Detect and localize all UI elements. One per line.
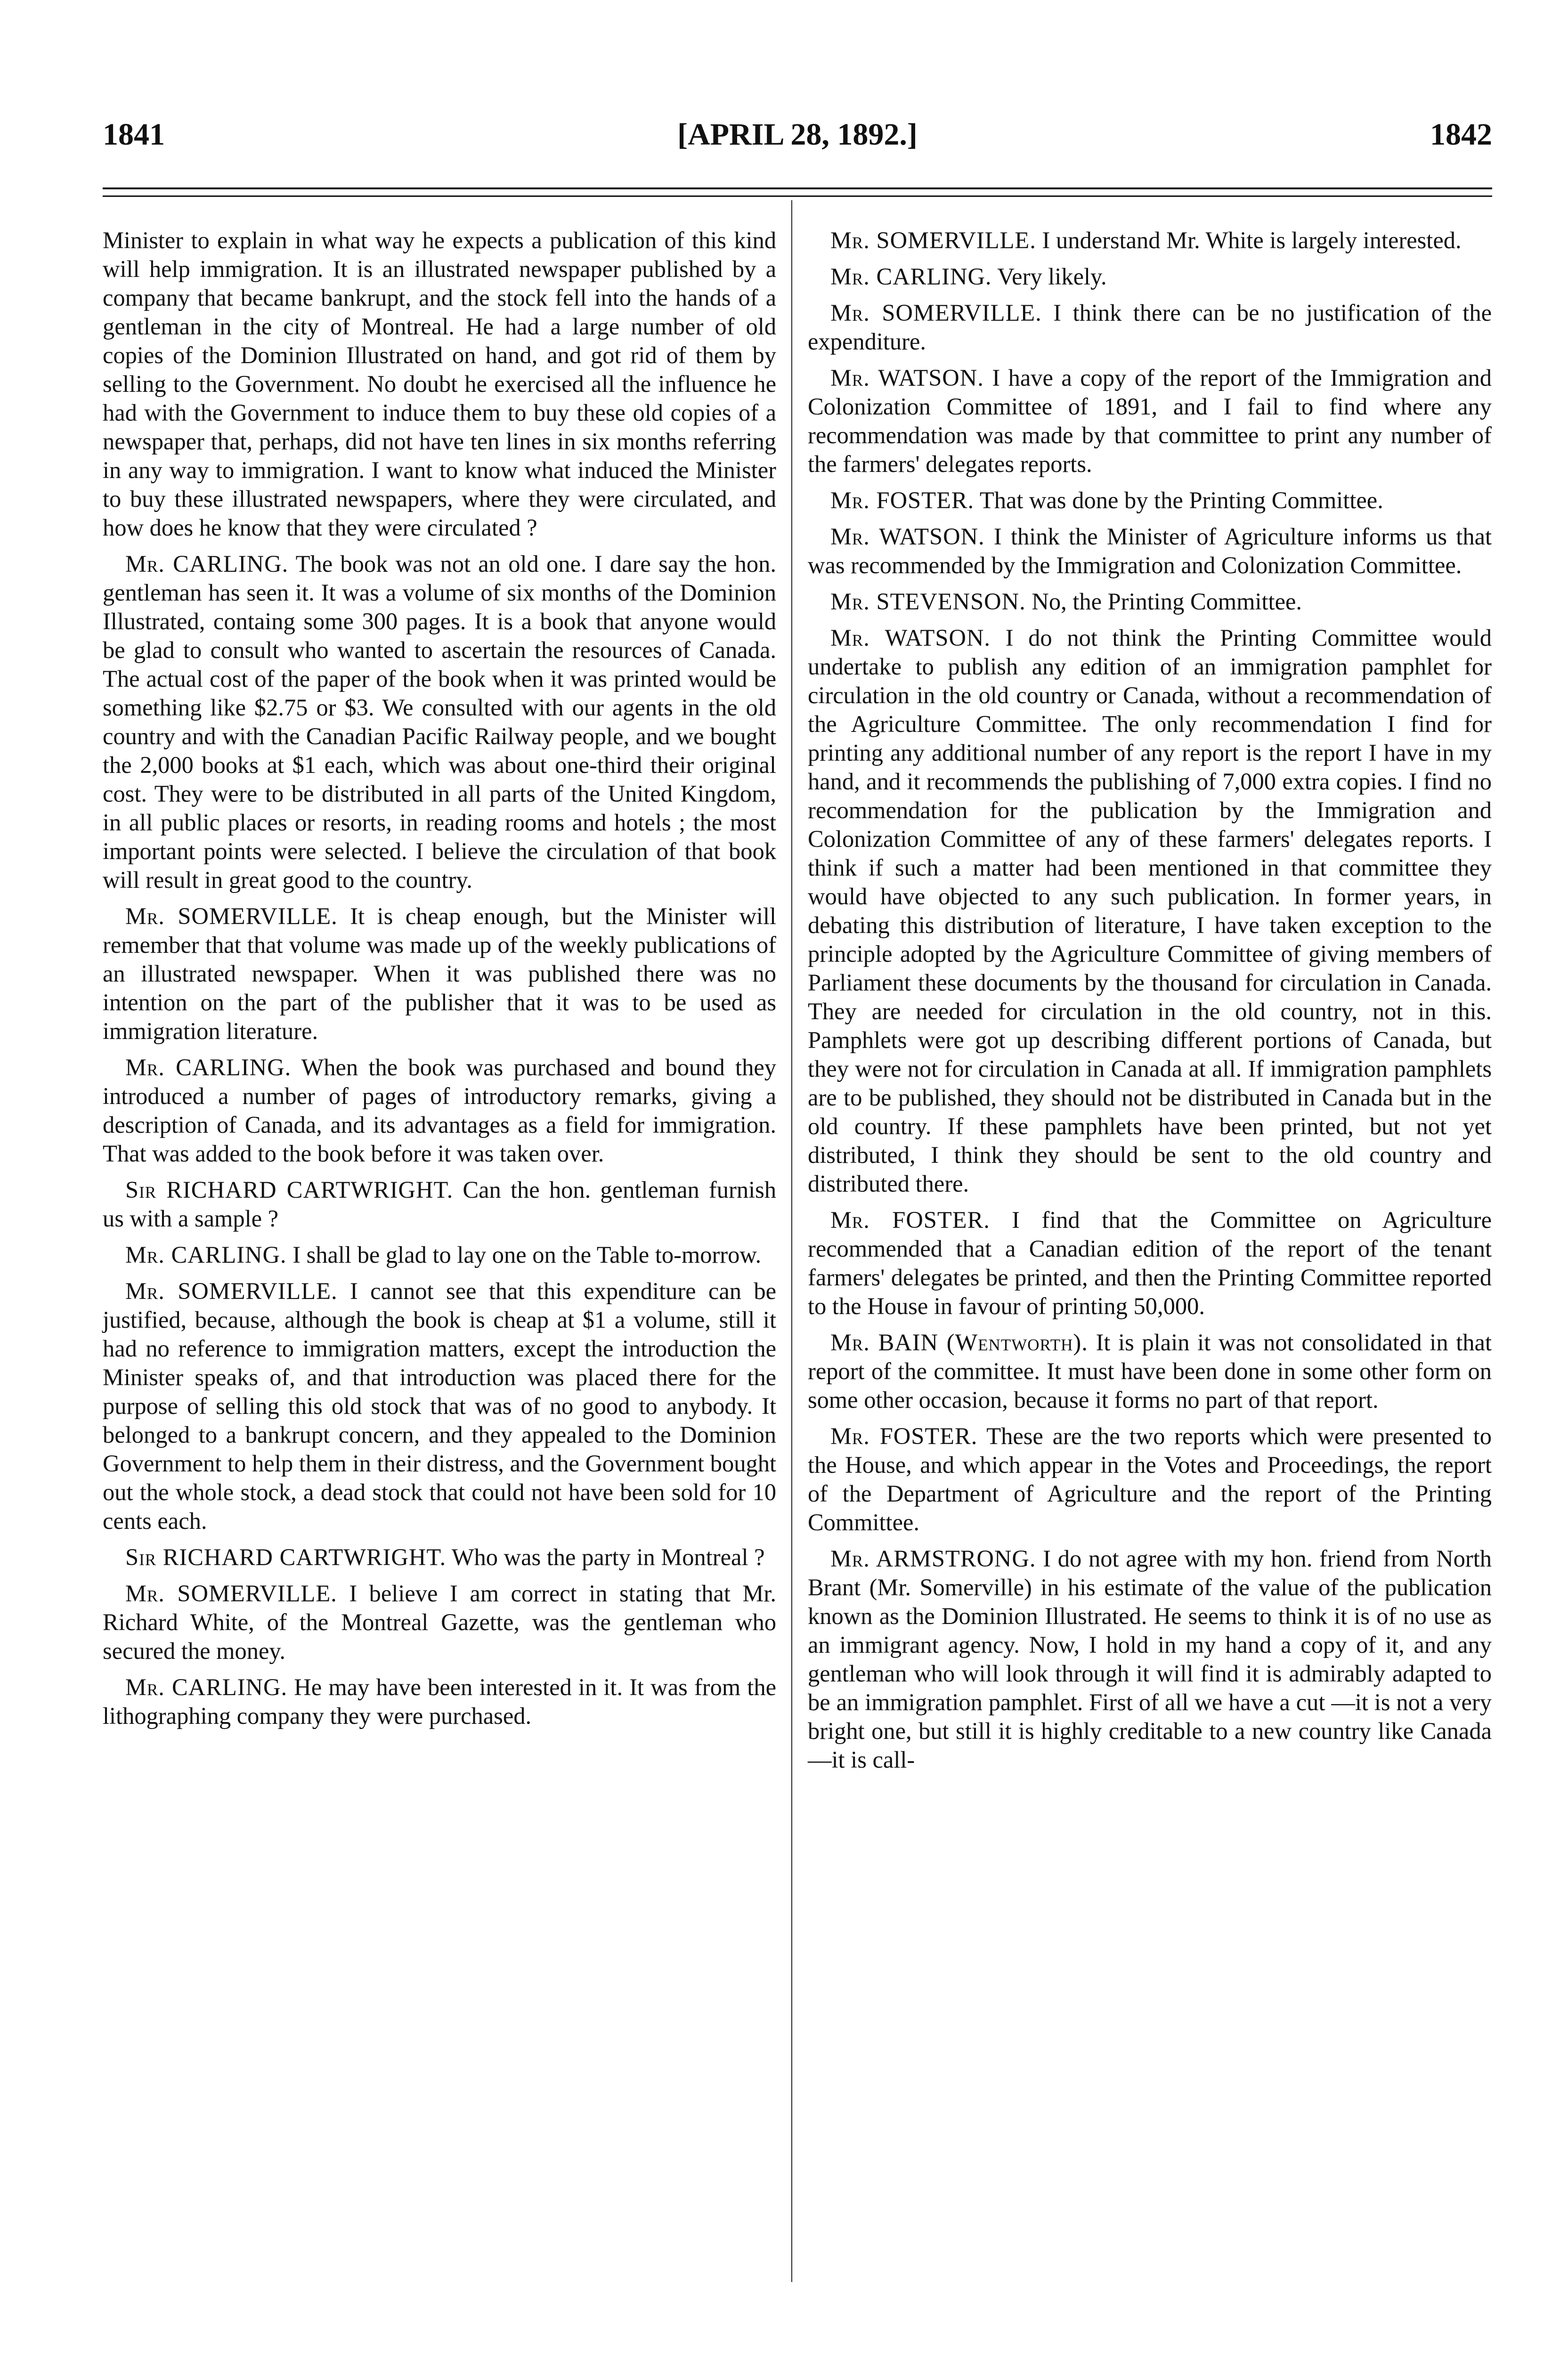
speaker-name: Sir RICHARD CARTWRIGHT.	[125, 1177, 454, 1203]
paragraph	[808, 1422, 1492, 1537]
header-rule-bottom	[103, 195, 1492, 197]
paragraph	[103, 1176, 776, 1233]
paragraph	[808, 299, 1492, 356]
speaker-name: Mr. CARLING.	[830, 263, 992, 290]
paragraph	[103, 1543, 776, 1572]
speech-text: These are the two reports which were presented to the House, and which appear in the Votes and Proceedings, the report of the Department of Agriculture and the report of the Printing Committee.	[808, 1423, 1492, 1535]
page-number-left: 1841	[103, 117, 165, 152]
speech-text: I think the Minister of Agriculture informs us that was recommended by the Immigration and Colonization Committee.	[808, 523, 1492, 578]
speech-text: He may have been interested in it. It was from the lithographing company they were purchased.	[103, 1674, 776, 1729]
paragraph	[808, 262, 1492, 291]
paragraph	[808, 587, 1492, 616]
speech-text: Very likely.	[997, 263, 1107, 290]
speaker-name: Mr. WATSON.	[830, 625, 991, 651]
paragraph	[103, 1673, 776, 1730]
speech-text: I believe I am correct in stating that Mr. Richard White, of the Montreal Gazette, was the gentleman who secured the money.	[103, 1580, 777, 1664]
speech-text: Minister to explain in what way he expects a publication of this kind will help immigration. It is an illustrated newspaper published by a company that became bankrupt, and the stock fell into the hands of a gentleman in the city of Montreal. He had a large number of old copies of the Dominion Illustrated on hand, and got rid of them by selling to the Government. No doubt he exercised all the influence he had with the Government to induce them to buy these old copies of a newspaper that, perhaps, did not have ten lines in six months referring in any way to immigration. I want to know what induced the Minister to buy these illustrated newspapers, where they were circulated, and how does he know that they were circulated ?	[103, 227, 776, 541]
speaker-name: Sir RICHARD CARTWRIGHT.	[125, 1544, 447, 1570]
speech-text: I do not think the Printing Committee would undertake to publish any edition of an immigration pamphlet for circulation in the old country or Canada, without a recommendation of the Agriculture Committee. The only recommendation I find for printing any additional number of any report is the report I have in my hand, and it recommends the publishing of 7,000 extra copies. I find no recommendation for the publication by the Immigration and Colonization Committee of any of these farmers' delegates reports. I think if such a matter had been mentioned in that committee they would have objected to any such publication. In former years, in debating this distribution of literature, I have taken exception to the principle adopted by the Agriculture Committee of giving members of Parliament these documents by the thousand for circulation in Canada. They are needed for circulation in the old country, not in this. Pamphlets were got up describing different portions of Canada, but they were not for circulation in Canada at all. If immigration pamphlets are to be published, they should not be distributed in Canada but in the old country. If these pamphlets have been printed, but not yet distributed, I think they should be sent to the old country and distributed there.	[808, 625, 1492, 1197]
page-header	[103, 108, 1492, 160]
speech-text: I do not agree with my hon. friend from North Brant (Mr. Somerville) in his estimate of the value of the publication known as the Dominion Illustrated. He seems to think it is of no use as an immigrant agency. Now, I hold in my hand a copy of it, and any gentleman who will look through it will find it is admirably adapted to be an immigration pamphlet. First of all we have a cut —it is not a very bright one, but still it is highly creditable to a new country like Canada —it is call-	[808, 1545, 1492, 1773]
speech-text: I shall be glad to lay one on the Table to-morrow.	[292, 1242, 762, 1268]
speaker-name: Mr. WATSON.	[830, 365, 984, 391]
paragraph	[103, 1053, 776, 1168]
paragraph	[103, 1241, 776, 1269]
paragraph	[808, 1328, 1492, 1414]
paragraph	[103, 1277, 776, 1535]
speaker-name: Mr. WATSON.	[830, 523, 985, 550]
speaker-name: Mr. FOSTER.	[830, 487, 975, 513]
speech-text: It is plain it was not consolidated in that report of the committee. It must have been done in some other form on some other occasion, because it forms no part of that report.	[808, 1329, 1492, 1413]
left-column	[103, 226, 776, 1738]
paragraph	[808, 486, 1492, 515]
speaker-name: Mr. CARLING.	[125, 551, 289, 577]
speaker-name: Mr. SOMERVILLE.	[125, 1580, 337, 1607]
paragraph	[808, 1206, 1492, 1321]
speaker-name: Mr. CARLING.	[125, 1674, 288, 1700]
speech-text: It is cheap enough, but the Minister will remember that that volume was made up of the weekly publications of an illustrated newspaper. When it was published there was no intention on the part of the publisher that it was to be used as immigration literature.	[103, 903, 777, 1044]
paragraph	[808, 624, 1492, 1198]
paragraph	[808, 522, 1492, 580]
speech-text: No, the Printing Committee.	[1032, 588, 1302, 615]
speech-text: Can the hon. gentleman furnish us with a sample ?	[103, 1177, 776, 1232]
paragraph	[808, 226, 1492, 255]
speaker-name: Mr. ARMSTRONG.	[830, 1545, 1036, 1572]
right-column	[808, 226, 1492, 1782]
speaker-name: Mr. STEVENSON.	[830, 588, 1026, 615]
paragraph	[103, 550, 776, 894]
header-rule-top	[103, 187, 1492, 189]
speech-text: The book was not an old one. I dare say the hon. gentleman has seen it. It was a volume of six months of the Dominion Illustrated, containg some 300 pages. It is a book that anyone would be glad to consult who wanted to ascertain the resources of Canada. The actual cost of the paper of the book when it was printed would be something like $2.75 or $3. We consulted with our agents in the old country and with the Canadian Pacific Railway people, and we bought the 2,000 books at $1 each, which was about one-third their original cost. They were to be distributed in all parts of the United Kingdom, in all public places or resorts, in reading rooms and hotels ; the most important points were selected. I believe the circulation of that book will result in great good to the country.	[103, 551, 777, 893]
speaker-name: Mr. SOMERVILLE.	[125, 1278, 338, 1304]
speech-text: I find that the Committee on Agriculture recommended that a Canadian edition of the report of the tenant farmers' delegates be printed, and then the Printing Committee reported to the House in favour of printing 50,000.	[808, 1207, 1492, 1319]
speaker-name: Mr. BAIN (Wentworth).	[830, 1329, 1088, 1356]
speech-text: I have a copy of the report of the Immigration and Colonization Committee of 1891, and I fail to find where any recommendation was made by that committee to print any number of the farmers' delegates reports.	[808, 365, 1492, 477]
page-number-right: 1842	[1430, 117, 1492, 152]
speaker-name: Mr. SOMERVILLE.	[125, 903, 338, 929]
speech-text: That was done by the Printing Committee.	[979, 487, 1383, 513]
paragraph	[103, 226, 776, 542]
speech-text: I think there can be no justification of the expenditure.	[808, 300, 1492, 355]
speaker-name: Mr. CARLING.	[125, 1054, 292, 1080]
speaker-name: Mr. FOSTER.	[830, 1423, 978, 1449]
paragraph	[103, 1579, 776, 1665]
paragraph	[808, 1544, 1492, 1774]
paragraph	[808, 364, 1492, 479]
speech-text: I understand Mr. White is largely interested.	[1042, 227, 1462, 253]
paragraph	[103, 902, 776, 1046]
speech-text: Who was the party in Montreal ?	[451, 1544, 765, 1570]
speaker-name: Mr. CARLING.	[125, 1242, 287, 1268]
column-divider	[791, 200, 792, 2282]
speaker-name: Mr. SOMERVILLE.	[830, 300, 1042, 326]
speaker-name: Mr. FOSTER.	[830, 1207, 990, 1233]
speaker-name: Mr. SOMERVILLE.	[830, 227, 1036, 253]
page-date: [APRIL 28, 1892.]	[677, 117, 918, 152]
speech-text: When the book was purchased and bound they introduced a number of pages of introductory remarks, giving a description of Canada, and its advantages as a field for immigration. That was added to the book before it was taken over.	[103, 1054, 777, 1167]
speech-text: I cannot see that this expenditure can be justified, because, although the book is cheap at $1 a volume, still it had no reference to immigration matters, except the introduction the Minister speaks of, and that introduction was placed there for the purpose of selling this old stock that was of no good to anybody. It belonged to a bankrupt concern, and they appealed to the Dominion Government to help them in their distress, and the Government bought out the whole stock, a dead stock that could not have been sold for 10 cents each.	[103, 1278, 776, 1534]
